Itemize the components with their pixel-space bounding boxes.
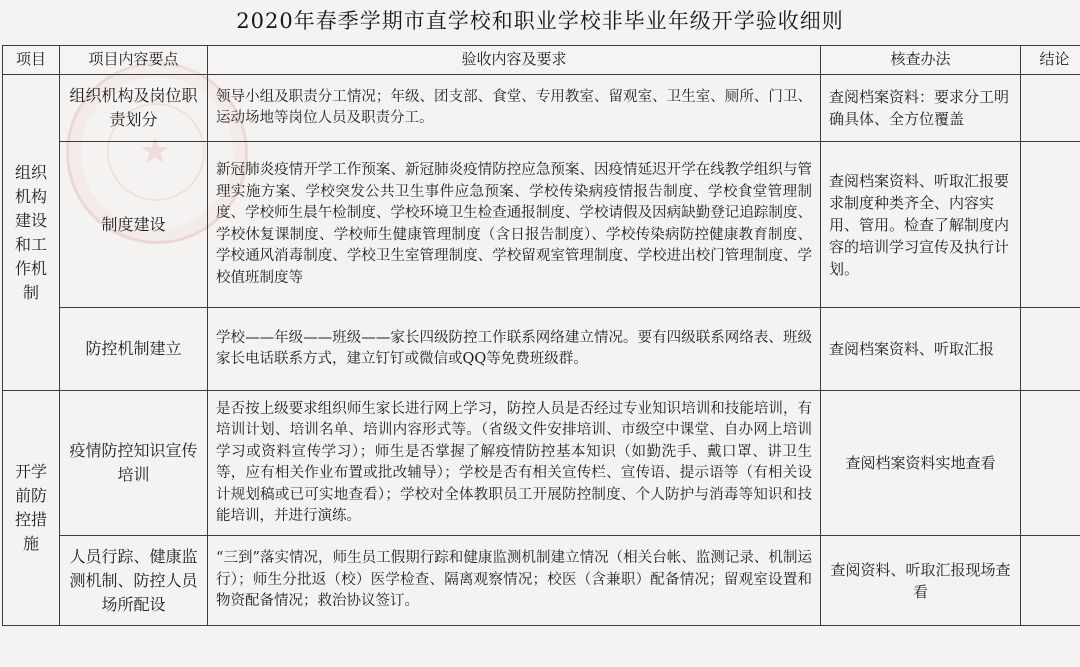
item-cell: 防控机制建立 xyxy=(60,308,208,391)
acceptance-table xyxy=(2,45,1080,626)
conclusion-cell xyxy=(1021,391,1080,536)
item-cell: 疫情防控知识宣传培训 xyxy=(60,391,208,536)
table-header-row xyxy=(3,46,1080,75)
item-cell: 制度建设 xyxy=(60,142,208,308)
table-row xyxy=(3,308,1080,391)
table-row xyxy=(3,75,1080,142)
conclusion-cell xyxy=(1021,308,1080,391)
category-label: 开学前防控措施 xyxy=(14,462,47,553)
item-cell: 组织机构及岗位职责划分 xyxy=(60,75,208,142)
category-cell xyxy=(3,75,60,391)
content-cell: 学校——年级——班级——家长四级防控工作联系网络建立情况。要有四级联系网络表、班级家长电话联系方式，建立钉钉或微信或QQ等免费班级群。 xyxy=(208,308,821,391)
header-project: 项目 xyxy=(3,46,60,75)
category-label: 组织机构建设和工作机制 xyxy=(14,162,47,302)
conclusion-cell xyxy=(1021,142,1080,308)
conclusion-cell xyxy=(1021,75,1080,142)
method-cell: 查阅资料、听取汇报现场查看 xyxy=(821,536,1021,626)
content-cell: 新冠肺炎疫情开学工作预案、新冠肺炎疫情防控应急预案、因疫情延迟开学在线教学组织与管理实施方案、学校突发公共卫生事件应急预案、学校传染病疫情报告制度、学校食堂管理制度、学校师生晨午检制度、学校环境卫生检查通报制度、学校请假及因病缺勤登记追踪制度、学校休复课制度、学校师生健康管理制度（含日报告制度）、学校传染病防控健康教育制度、学校通风消毒制度、学校卫生室管理制度、学校留观室管理制度、学校进出校门管理制度、学校值班制度等 xyxy=(208,142,821,308)
document-title: 2020年春季学期市直学校和职业学校非毕业年级开学验收细则 xyxy=(236,9,844,33)
table-row xyxy=(3,536,1080,626)
conclusion-cell xyxy=(1021,536,1080,626)
seal-star-icon: ★ xyxy=(139,131,172,172)
header-conclusion: 结论 xyxy=(1021,46,1080,75)
table-row xyxy=(3,142,1080,308)
method-cell: 查阅档案资料：要求分工明确具体、全方位覆盖 xyxy=(821,75,1021,142)
header-method: 核查办法 xyxy=(821,46,1021,75)
content-cell: 领导小组及职责分工情况；年级、团支部、食堂、专用教室、留观室、卫生室、厕所、门卫、运动场地等岗位人员及职责分工。 xyxy=(208,75,821,142)
category-cell xyxy=(3,391,60,626)
header-content: 验收内容及要求 xyxy=(208,46,821,75)
content-cell: 是否按上级要求组织师生家长进行网上学习，防控人员是否经过专业知识培训和技能培训，有培训计划、培训名单、培训内容形式等。（省级文件安排培训、市级空中课堂、自办网上培训学习或资料宣传学习）；师生是否掌握了解疫情防控基本知识（如勤洗手、戴口罩、讲卫生等，应有相关作业布置或批改辅导）；学校是否有相关宣传栏、宣传语、提示语等（有相关设计规划稿或已可实地查看）；学校对全体教职员工开展防控制度、个人防护与消毒等知识和技能培训，并进行演练。 xyxy=(208,391,821,536)
method-cell: 查阅档案资料、听取汇报 xyxy=(821,308,1021,391)
content-cell: “三到”落实情况，师生员工假期行踪和健康监测机制建立情况（相关台帐、监测记录、机制运行）；师生分批返（校）医学检查、隔离观察情况；校医（含兼职）配备情况；留观室设置和物资配备情况；救治协议签订。 xyxy=(208,536,821,626)
item-cell: 人员行踪、健康监测机制、防控人员场所配设 xyxy=(60,536,208,626)
method-cell: 查阅档案资料、听取汇报要求制度种类齐全、内容实用、管用。检查了解制度内容的培训学习宣传及执行计划。 xyxy=(821,142,1021,308)
table-row xyxy=(3,391,1080,536)
method-cell: 查阅档案资料实地查看 xyxy=(821,391,1021,536)
header-item: 项目内容要点 xyxy=(60,46,208,75)
